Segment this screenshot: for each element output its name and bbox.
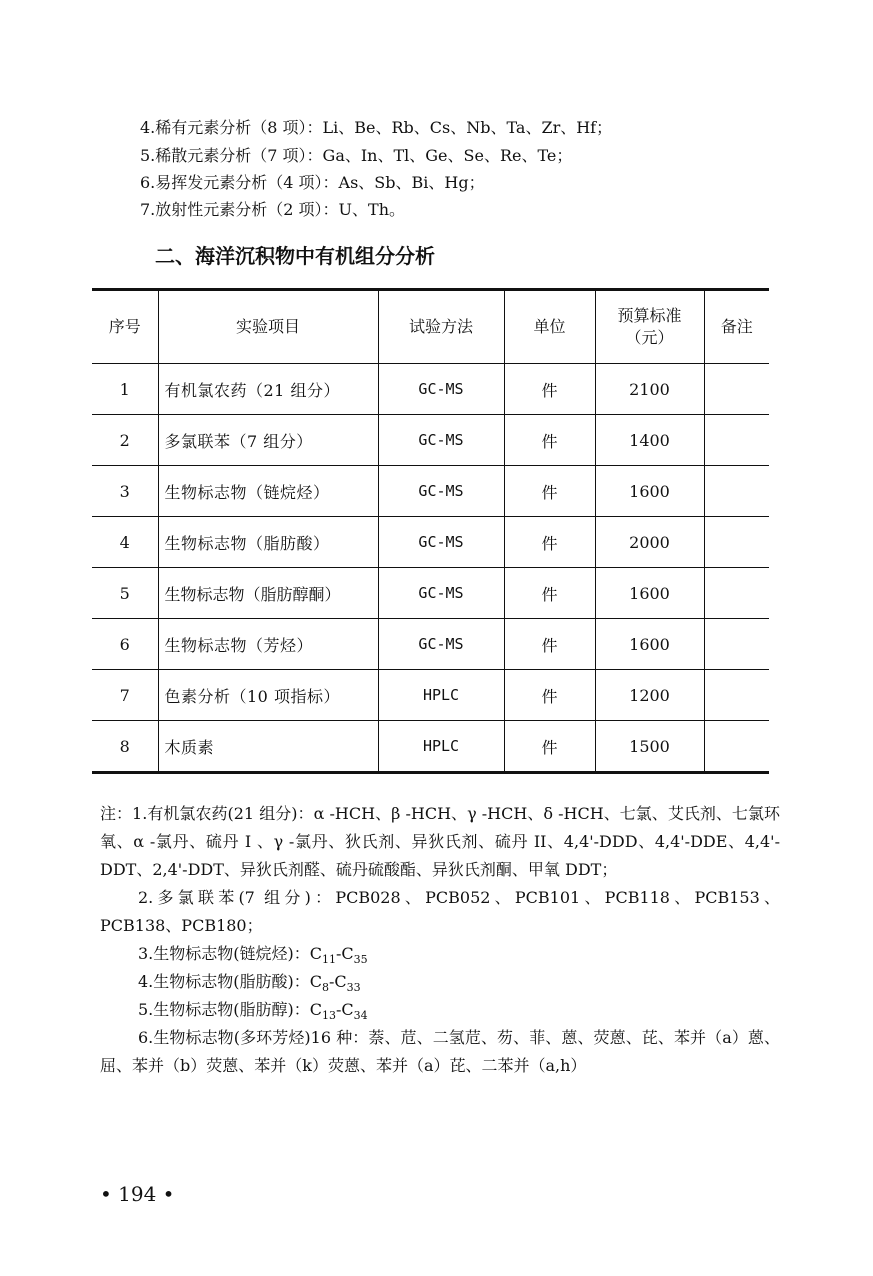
cell-budget: 1600 — [595, 466, 704, 517]
volatile-elements-line: 6.易挥发元素分析（4 项）：As、Sb、Bi、Hg； — [140, 173, 485, 192]
note-3-mid: -C — [336, 944, 354, 963]
cell-method: GC-MS — [378, 568, 504, 619]
note-2-pcb: 2.多氯联苯(7 组分)：PCB028、PCB052、PCB101、PCB118、PCB153、PCB138、PCB180； — [100, 888, 780, 935]
cell-unit: 件 — [504, 466, 595, 517]
table-notes — [100, 800, 780, 1080]
cell-index: 1 — [92, 364, 158, 415]
table-row — [92, 721, 769, 773]
cell-item: 生物标志物（脂肪醇酮） — [158, 568, 378, 619]
cell-budget: 1400 — [595, 415, 704, 466]
cell-budget: 1600 — [595, 619, 704, 670]
cell-index: 3 — [92, 466, 158, 517]
note-3-prefix: 3.生物标志物(链烷烃)：C — [138, 944, 322, 963]
cell-item: 木质素 — [158, 721, 378, 773]
note-5-fatty-alcohols — [100, 996, 780, 1024]
radioactive-elements-line: 7.放射性元素分析（2 项）：U、Th。 — [140, 200, 405, 219]
cell-remark — [704, 415, 769, 466]
note-4-sub-end: 33 — [346, 981, 361, 994]
note-4-sub-start: 8 — [322, 981, 329, 994]
cell-unit: 件 — [504, 364, 595, 415]
cell-unit: 件 — [504, 517, 595, 568]
cell-method: HPLC — [378, 721, 504, 773]
header-index: 序号 — [92, 290, 158, 364]
note-5-mid: -C — [336, 1000, 354, 1019]
table-header-row — [92, 290, 769, 364]
cell-budget: 1600 — [595, 568, 704, 619]
cell-unit: 件 — [504, 619, 595, 670]
cell-index: 8 — [92, 721, 158, 773]
cell-method: GC-MS — [378, 517, 504, 568]
cell-method: GC-MS — [378, 466, 504, 517]
table-row — [92, 517, 769, 568]
cell-method: HPLC — [378, 670, 504, 721]
table-row — [92, 619, 769, 670]
cell-unit: 件 — [504, 721, 595, 773]
cell-unit: 件 — [504, 415, 595, 466]
note-4-prefix: 4.生物标志物(脂肪酸)：C — [138, 972, 322, 991]
section-title: 二、海洋沉积物中有机组分分析 — [155, 244, 435, 268]
cell-budget: 1500 — [595, 721, 704, 773]
cell-index: 5 — [92, 568, 158, 619]
header-budget-line2: （元） — [625, 328, 674, 347]
cell-index: 4 — [92, 517, 158, 568]
header-budget-line1: 预算标准 — [617, 306, 682, 325]
header-item: 实验项目 — [158, 290, 378, 364]
header-remark: 备注 — [704, 290, 769, 364]
cell-remark — [704, 517, 769, 568]
table-row — [92, 364, 769, 415]
rare-elements-line: 4.稀有元素分析（8 项）：Li、Be、Rb、Cs、Nb、Ta、Zr、Hf； — [140, 118, 613, 137]
cell-remark — [704, 364, 769, 415]
note-6-pah: 6.生物标志物(多环芳烃)16 种：萘、苊、二氢苊、芴、菲、蒽、荧蒽、芘、苯并（a）蒽、屈、苯并（b）荧蒽、苯并（k）荧蒽、苯并（a）芘、二苯并（a,h） — [100, 1028, 780, 1075]
dispersed-elements-line: 5.稀散元素分析（7 项）：Ga、In、Tl、Ge、Se、Re、Te； — [140, 146, 573, 165]
note-3-sub-end: 35 — [353, 953, 368, 966]
page-number: • 194 • — [100, 1182, 175, 1206]
cell-item: 色素分析（10 项指标） — [158, 670, 378, 721]
cell-budget: 1200 — [595, 670, 704, 721]
table-row — [92, 466, 769, 517]
cell-remark — [704, 466, 769, 517]
cell-item: 生物标志物（脂肪酸） — [158, 517, 378, 568]
cell-item: 多氯联苯（7 组分） — [158, 415, 378, 466]
table-row — [92, 670, 769, 721]
note-3-sub-start: 11 — [322, 953, 336, 966]
note-5-sub-start: 13 — [322, 1009, 336, 1022]
cell-method: GC-MS — [378, 364, 504, 415]
note-1-organochlorine: 注：1.有机氯农药(21 组分)：α -HCH、β -HCH、γ -HCH、δ -HCH、七氯、艾氏剂、七氯环氧、α -氯丹、硫丹 I 、γ -氯丹、狄氏剂、异狄氏剂、硫丹 II、4,4'-DDD、4,4'-DDE、4,4'-DDT、2,4'-DDT、异狄氏剂醛、硫丹硫酸酯、异狄氏剂酮、甲氧 DDT； — [100, 804, 780, 879]
header-method: 试验方法 — [378, 290, 504, 364]
note-4-mid: -C — [329, 972, 347, 991]
table-row — [92, 568, 769, 619]
cell-method: GC-MS — [378, 619, 504, 670]
note-4-fatty-acids — [100, 968, 780, 996]
header-unit: 单位 — [504, 290, 595, 364]
cell-index: 2 — [92, 415, 158, 466]
cell-budget: 2000 — [595, 517, 704, 568]
cell-index: 6 — [92, 619, 158, 670]
cell-index: 7 — [92, 670, 158, 721]
cell-remark — [704, 721, 769, 773]
cell-unit: 件 — [504, 670, 595, 721]
cell-item: 有机氯农药（21 组分） — [158, 364, 378, 415]
cell-method: GC-MS — [378, 415, 504, 466]
note-5-sub-end: 34 — [353, 1009, 368, 1022]
organic-analysis-table — [92, 288, 769, 774]
cell-item: 生物标志物（链烷烃） — [158, 466, 378, 517]
cell-remark — [704, 670, 769, 721]
note-5-prefix: 5.生物标志物(脂肪醇)：C — [138, 1000, 322, 1019]
cell-remark — [704, 568, 769, 619]
header-budget — [595, 290, 704, 364]
cell-remark — [704, 619, 769, 670]
table-row — [92, 415, 769, 466]
cell-budget: 2100 — [595, 364, 704, 415]
cell-unit: 件 — [504, 568, 595, 619]
note-3-alkanes — [100, 940, 780, 968]
cell-item: 生物标志物（芳烃） — [158, 619, 378, 670]
